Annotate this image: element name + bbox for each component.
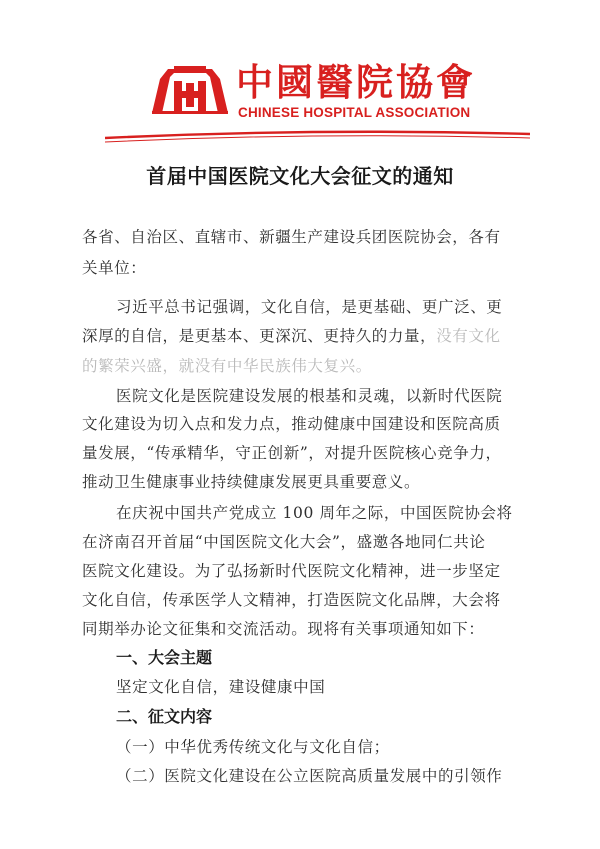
paragraph-line (82, 326, 501, 346)
section-text: 坚定文化自信，建设健康中国 (116, 678, 326, 696)
paragraph-line: 量发展，“传承精华，守正创新”，对提升医院核心竞争力， (82, 444, 502, 462)
header-divider (105, 129, 530, 145)
paragraph-line: 医院文化建设。为了弘扬新时代医院文化精神，进一步坚定 (82, 562, 501, 580)
paragraph-line: 在庆祝中国共产党成立 100 周年之际，中国医院协会将 (116, 504, 513, 522)
paragraph-line: 在济南召开首届“中国医院文化大会”，盛邀各地同仁共论 (82, 533, 486, 551)
list-item: （二）医院文化建设在公立医院高质量发展中的引领作 (116, 767, 503, 785)
paragraph-line-faded: 的繁荣兴盛，就没有中华民族伟大复兴。 (82, 357, 372, 375)
paragraph-line: 文化建设为切入点和发力点，推动健康中国建设和医院高质 (82, 415, 501, 433)
page-title: 首届中国医院文化大会征文的通知 (146, 164, 454, 188)
paragraph-line: 同期举办论文征集和交流活动。现将有关事项通知如下： (82, 620, 485, 638)
hospital-association-logo-icon (148, 63, 232, 115)
paragraph-line: 推动卫生健康事业持续健康发展更具重要意义。 (82, 473, 421, 491)
paragraph-line: 医院文化是医院建设发展的根基和灵魂，以新时代医院 (116, 387, 503, 405)
salutation-line: 各省、自治区、直辖市、新疆生产建设兵团医院协会，各有 (82, 228, 501, 246)
logo-english-name: CHINESE HOSPITAL ASSOCIATION (238, 105, 471, 120)
paragraph-line: 文化自信，传承医学人文精神，打造医院文化品牌，大会将 (82, 591, 501, 609)
section-heading: 二、征文内容 (116, 707, 213, 726)
paragraph-line: 习近平总书记强调，文化自信，是更基础、更广泛、更 (116, 298, 503, 316)
paragraph-text-faded: 没有文化 (436, 327, 501, 345)
section-heading: 一、大会主题 (116, 648, 213, 667)
list-item: （一）中华优秀传统文化与文化自信； (116, 738, 390, 756)
logo-chinese-name: 中國醫院協會 (236, 60, 476, 104)
paragraph-text: 深厚的自信，是更基本、更深沉、更持久的力量， (82, 327, 437, 345)
salutation-line: 关单位： (82, 259, 147, 277)
